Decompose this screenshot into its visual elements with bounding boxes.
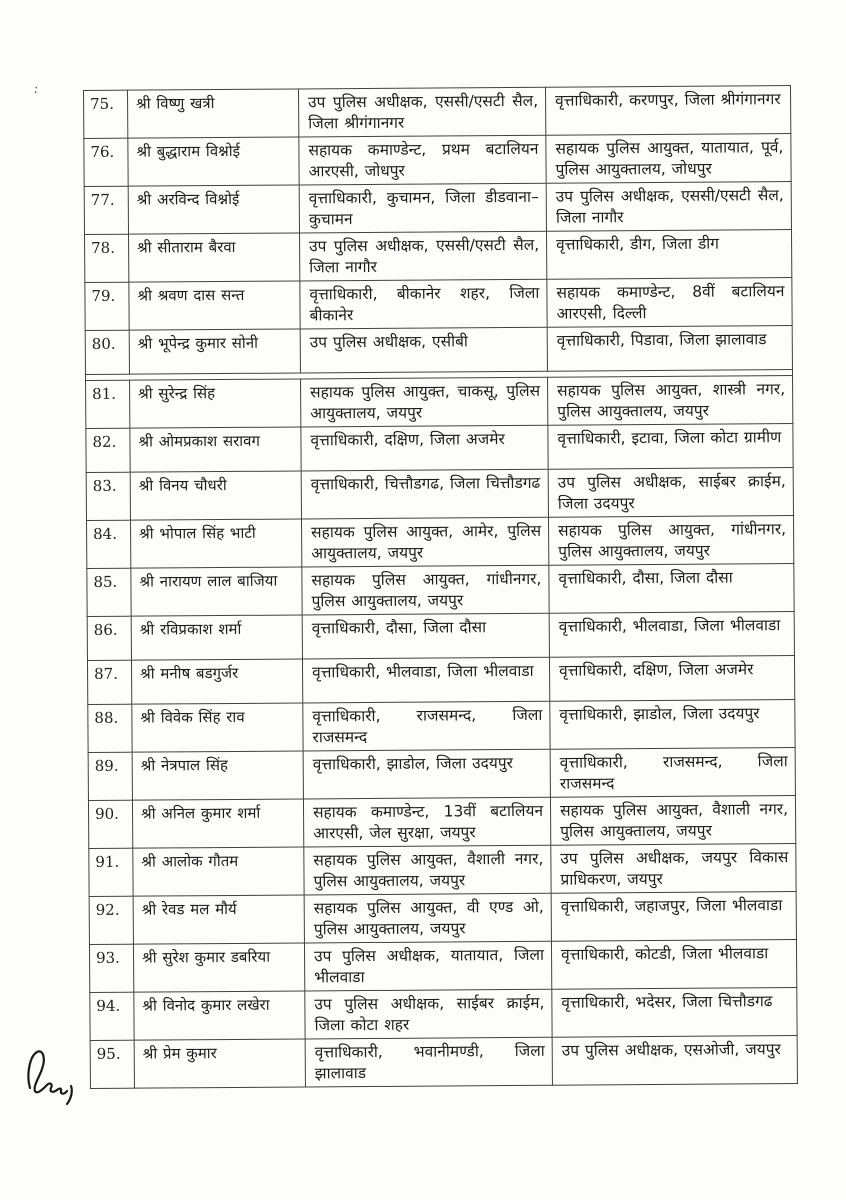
from-post-cell: वृत्ताधिकारी, कुचामन, जिला डीडवाना–कुचामन — [299, 183, 546, 233]
table-row — [84, 86, 791, 139]
table-row — [89, 844, 796, 897]
name-cell: श्री सुरेन्द्र सिंह — [130, 379, 301, 428]
margin-mark: : — [33, 81, 40, 97]
to-post-cell: वृत्ताधिकारी, झाडोल, जिला उदयपुर — [550, 700, 795, 750]
serial-cell: 81. — [86, 380, 130, 428]
serial-cell: 78. — [85, 234, 129, 282]
name-cell: श्री मनीष बडगुर्जर — [131, 659, 302, 704]
table-row — [90, 988, 797, 1041]
to-post-cell: उप पुलिस अधीक्षक, एसओजी, जयपुर — [552, 1036, 797, 1086]
serial-cell: 79. — [85, 282, 129, 330]
table-row — [84, 134, 791, 187]
from-post-cell: वृत्ताधिकारी, भीलवाडा, जिला भीलवाडा — [302, 657, 549, 703]
name-cell: श्री नारायण लाल बाजिया — [131, 567, 302, 616]
serial-cell: 93. — [89, 944, 133, 992]
serial-cell: 85. — [87, 568, 131, 616]
table-row — [89, 892, 796, 945]
table-row — [86, 468, 793, 521]
table-row — [85, 230, 792, 283]
to-post-cell: वृत्ताधिकारी, भीलवाडा, जिला भीलवाडा — [549, 612, 794, 658]
name-cell: श्री सीताराम बैरवा — [129, 233, 300, 282]
to-post-cell: वृत्ताधिकारी, डीग, जिला डीग — [546, 230, 791, 280]
name-cell: श्री विष्णु खत्री — [128, 89, 299, 138]
name-cell: श्री अनिल कुमार शर्मा — [132, 799, 303, 848]
from-post-cell: उप पुलिस अधीक्षक, साईबर क्राईम, जिला कोटा शहर — [305, 989, 552, 1039]
signature-scribble — [15, 1043, 95, 1125]
table-row — [87, 612, 794, 661]
from-post-cell: वृत्ताधिकारी, बीकानेर शहर, जिला बीकानेर — [300, 279, 547, 329]
serial-cell: 84. — [87, 520, 131, 568]
name-cell: श्री रेवड मल मौर्य — [133, 895, 304, 944]
from-post-cell: वृत्ताधिकारी, भवानीमण्डी, जिला झालावाड — [305, 1037, 552, 1087]
table-row — [84, 182, 791, 235]
name-cell: श्री विनोद कुमार लखेरा — [134, 991, 305, 1040]
to-post-cell: वृत्ताधिकारी, दक्षिण, जिला अजमेर — [549, 656, 794, 702]
to-post-cell: वृत्ताधिकारी, दौसा, जिला दौसा — [549, 564, 794, 614]
from-post-cell: वृत्ताधिकारी, दक्षिण, जिला अजमेर — [301, 425, 548, 471]
from-post-cell: वृत्ताधिकारी, चित्तौडगढ, जिला चित्तौडगढ — [301, 469, 548, 519]
table-row — [90, 1036, 797, 1089]
to-post-cell: उप पुलिस अधीक्षक, साईबर क्राईम, जिला उदयपुर — [548, 468, 793, 518]
name-cell: श्री आलोक गौतम — [133, 847, 304, 896]
to-post-cell: वृत्ताधिकारी, पिडावा, जिला झालावाड — [547, 326, 792, 372]
name-cell: श्री नेत्रपाल सिंह — [132, 751, 303, 800]
from-post-cell: सहायक पुलिस आयुक्त, गांधीनगर, पुलिस आयुक्तालय, जयपुर — [302, 565, 549, 615]
to-post-cell: सहायक पुलिस आयुक्त, यातायात, पूर्व, पुलिस आयुक्तालय, जोधपुर — [546, 134, 791, 184]
from-post-cell: सहायक पुलिस आयुक्त, चाकसू, पुलिस आयुक्तालय, जयपुर — [301, 377, 548, 427]
to-post-cell: सहायक कमाण्डेन्ट, 8वीं बटालियन आरएसी, दिल्ली — [547, 278, 792, 328]
serial-cell: 77. — [84, 186, 128, 234]
table-row — [85, 326, 792, 375]
serial-cell: 87. — [87, 660, 131, 704]
to-post-cell: उप पुलिस अधीक्षक, जयपुर विकास प्राधिकरण, जयपुर — [551, 844, 796, 894]
officer-table-body — [84, 86, 798, 1089]
serial-cell: 92. — [89, 896, 133, 944]
table-row — [88, 700, 795, 753]
table-row — [88, 748, 795, 801]
serial-cell: 83. — [86, 472, 130, 520]
serial-cell: 88. — [88, 704, 132, 752]
table-row — [89, 940, 796, 993]
serial-cell: 95. — [90, 1040, 134, 1088]
from-post-cell: सहायक पुलिस आयुक्त, वैशाली नगर, पुलिस आयुक्तालय, जयपुर — [304, 845, 551, 895]
from-post-cell: सहायक कमाण्डेन्ट, 13वीं बटालियन आरएसी, जेल सुरक्षा, जयपुर — [303, 797, 550, 847]
table-row — [87, 656, 794, 705]
from-post-cell: सहायक पुलिस आयुक्त, वी एण्ड ओ, पुलिस आयुक्तालय, जयपुर — [304, 893, 551, 943]
from-post-cell: वृत्ताधिकारी, दौसा, जिला दौसा — [302, 613, 549, 659]
to-post-cell: उप पुलिस अधीक्षक, एससी/एसटी सैल, जिला नागौर — [546, 182, 791, 232]
table-row — [85, 278, 792, 331]
to-post-cell: वृत्ताधिकारी, जहाजपुर, जिला भीलवाडा — [551, 892, 796, 942]
name-cell: श्री विवेक सिंह राव — [132, 703, 303, 752]
name-cell: श्री सुरेश कुमार डबरिया — [133, 943, 304, 992]
to-post-cell: वृत्ताधिकारी, इटावा, जिला कोटा ग्रामीण — [548, 424, 793, 470]
name-cell: श्री रविप्रकाश शर्मा — [131, 615, 302, 660]
name-cell: श्री विनय चौधरी — [130, 471, 301, 520]
transfer-order-table — [83, 85, 798, 1089]
serial-cell: 89. — [88, 752, 132, 800]
from-post-cell: उप पुलिस अधीक्षक, एससी/एसटी सैल, जिला श्रीगंगानगर — [298, 87, 545, 137]
to-post-cell: वृत्ताधिकारी, करणपुर, जिला श्रीगंगानगर — [545, 86, 790, 136]
serial-cell: 82. — [86, 428, 130, 472]
to-post-cell: सहायक पुलिस आयुक्त, गांधीनगर, पुलिस आयुक्तालय, जयपुर — [548, 516, 793, 566]
table-row — [87, 564, 794, 617]
table-row — [86, 424, 793, 473]
from-post-cell: उप पुलिस अधीक्षक, यातायात, जिला भीलवाडा — [304, 941, 551, 991]
from-post-cell: वृत्ताधिकारी, राजसमन्द, जिला राजसमन्द — [303, 701, 550, 751]
table-row — [87, 516, 794, 569]
from-post-cell: वृत्ताधिकारी, झाडोल, जिला उदयपुर — [303, 749, 550, 799]
name-cell: श्री ओमप्रकाश सरावग — [130, 427, 301, 472]
to-post-cell: सहायक पुलिस आयुक्त, वैशाली नगर, पुलिस आयुक्तालय, जयपुर — [550, 796, 795, 846]
from-post-cell: सहायक कमाण्डेन्ट, प्रथम बटालियन आरएसी, जोधपुर — [299, 135, 546, 185]
serial-cell: 91. — [89, 848, 133, 896]
table-row — [88, 796, 795, 849]
to-post-cell: सहायक पुलिस आयुक्त, शास्त्री नगर, पुलिस आयुक्तालय, जयपुर — [548, 376, 793, 426]
to-post-cell: वृत्ताधिकारी, भदेसर, जिला चित्तौडगढ — [552, 988, 797, 1038]
name-cell: श्री भूपेन्द्र कुमार सोनी — [129, 329, 300, 374]
to-post-cell: वृत्ताधिकारी, राजसमन्द, जिला राजसमन्द — [550, 748, 795, 798]
serial-cell: 94. — [90, 992, 134, 1040]
serial-cell: 90. — [88, 800, 132, 848]
from-post-cell: उप पुलिस अधीक्षक, एससी/एसटी सैल, जिला नागौर — [300, 231, 547, 281]
serial-cell: 75. — [84, 90, 128, 138]
name-cell: श्री भोपाल सिंह भाटी — [131, 519, 302, 568]
serial-cell: 86. — [87, 616, 131, 660]
to-post-cell: वृत्ताधिकारी, कोटडी, जिला भीलवाडा — [551, 940, 796, 990]
name-cell: श्री प्रेम कुमार — [134, 1039, 305, 1088]
name-cell: श्री श्रवण दास सन्त — [129, 281, 300, 330]
name-cell: श्री बुद्धाराम विश्नोई — [128, 137, 299, 186]
table-row — [86, 376, 793, 429]
from-post-cell: उप पुलिस अधीक्षक, एसीबी — [300, 327, 547, 373]
name-cell: श्री अरविन्द विश्नोई — [128, 185, 299, 234]
serial-cell: 76. — [84, 138, 128, 186]
serial-cell: 80. — [85, 330, 129, 374]
from-post-cell: सहायक पुलिस आयुक्त, आमेर, पुलिस आयुक्तालय, जयपुर — [302, 517, 549, 567]
